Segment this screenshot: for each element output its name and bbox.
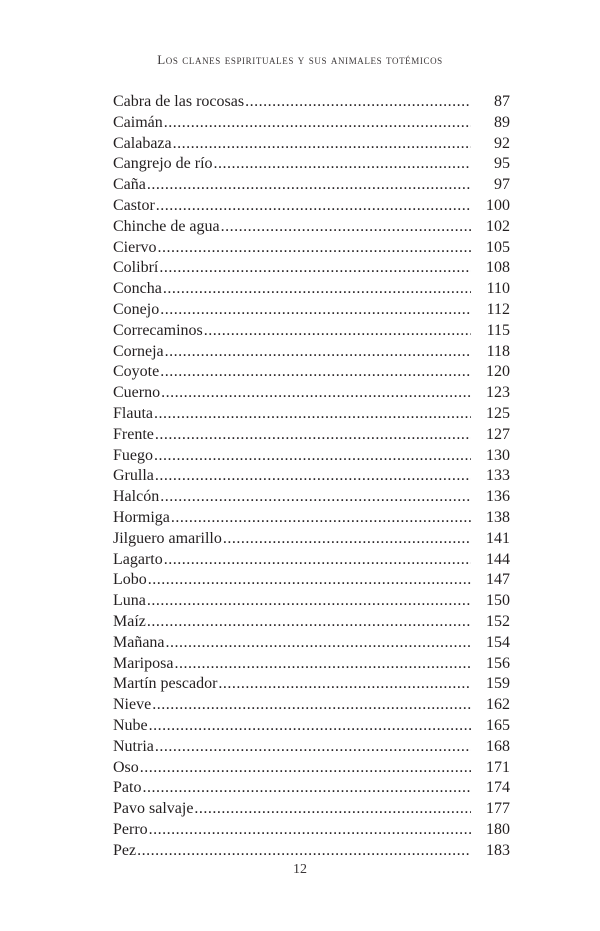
toc-entry: [113, 196, 510, 217]
dot-leader: [218, 674, 471, 695]
toc-entry-page: 171: [486, 758, 510, 776]
toc-entry-term: Luna: [113, 592, 146, 610]
toc-entry: [113, 695, 510, 716]
toc-entry-term: Frente: [113, 425, 154, 443]
toc-entry-page: 130: [486, 446, 510, 464]
dot-leader: [165, 342, 471, 363]
dot-leader: [155, 737, 471, 758]
toc-entry-page: 141: [486, 529, 510, 547]
toc-entry-term: Jilguero amarillo: [113, 529, 222, 547]
toc-entry-page: 159: [486, 675, 510, 693]
toc-entry-page: 174: [486, 779, 510, 797]
toc-entry-term: Caña: [113, 176, 146, 194]
toc-entry: [113, 820, 510, 841]
toc-entry: [113, 113, 510, 134]
dot-leader: [152, 695, 471, 716]
dot-leader: [223, 529, 471, 550]
toc-entry: [113, 674, 510, 695]
toc-entry: [113, 321, 510, 342]
dot-leader: [204, 321, 471, 342]
toc-entry: [113, 737, 510, 758]
toc-entry: [113, 466, 510, 487]
dot-leader: [147, 175, 471, 196]
toc-entry: [113, 799, 510, 820]
toc-entry-term: Cuerno: [113, 384, 161, 402]
toc-entry-term: Flauta: [113, 404, 153, 422]
toc-entry: [113, 342, 510, 363]
toc-entry: [113, 238, 510, 259]
toc-entry-term: Pavo salvaje: [113, 800, 194, 818]
toc-entry-term: Cabra de las rocosas: [113, 93, 245, 110]
toc-entry-page: 165: [486, 716, 510, 734]
toc-entry-term: Nieve: [113, 696, 152, 714]
toc-entry: [113, 258, 510, 279]
toc-entry-term: Caimán: [113, 113, 163, 131]
toc-entry-term: Oso: [113, 758, 139, 776]
dot-leader: [149, 820, 471, 841]
dot-leader: [173, 134, 471, 155]
dot-leader: [160, 362, 471, 383]
toc-entry: [113, 425, 510, 446]
toc-entry: [113, 92, 510, 113]
toc-entry-page: 87: [494, 93, 510, 110]
toc-entry-page: 115: [486, 321, 510, 339]
toc-entry-term: Lobo: [113, 571, 147, 589]
dot-leader: [158, 238, 471, 259]
dot-leader: [161, 383, 471, 404]
toc-entry-page: 138: [486, 508, 510, 526]
toc-entry: [113, 300, 510, 321]
toc-entry-page: 123: [486, 384, 510, 402]
toc-entry-page: 102: [486, 217, 510, 235]
toc-entry-page: 147: [486, 571, 510, 589]
dot-leader: [214, 154, 471, 175]
toc-entry-page: 144: [486, 550, 510, 568]
toc-entry: [113, 175, 510, 196]
toc-entry: [113, 716, 510, 737]
toc-entry-page: 92: [494, 134, 510, 152]
toc-entry-term: Colibrí: [113, 259, 159, 277]
toc-entry-page: 136: [486, 488, 510, 506]
dot-leader: [156, 196, 471, 217]
dot-leader: [160, 300, 471, 321]
dot-leader: [166, 633, 471, 654]
toc-entry: [113, 612, 510, 633]
dot-leader: [137, 841, 471, 862]
toc-entry-term: Hormiga: [113, 508, 170, 526]
toc-entry-page: 97: [494, 176, 510, 194]
toc-entry-page: 156: [486, 654, 510, 672]
table-of-contents: [113, 92, 510, 861]
toc-entry-term: Perro: [113, 820, 148, 838]
toc-entry-term: Mariposa: [113, 654, 174, 672]
toc-entry: [113, 134, 510, 155]
toc-entry: [113, 279, 510, 300]
dot-leader: [154, 446, 471, 467]
toc-entry: [113, 217, 510, 238]
toc-entry: [113, 383, 510, 404]
toc-entry-page: 154: [486, 633, 510, 651]
dot-leader: [221, 217, 471, 238]
toc-entry-page: 177: [486, 800, 510, 818]
toc-entry: [113, 446, 510, 467]
dot-leader: [149, 716, 471, 737]
dot-leader: [147, 612, 471, 633]
toc-entry-term: Ciervo: [113, 238, 157, 256]
toc-entry-page: 100: [486, 196, 510, 214]
toc-entry: [113, 591, 510, 612]
toc-entry: [113, 487, 510, 508]
toc-entry-page: 180: [486, 820, 510, 838]
toc-entry: [113, 841, 510, 862]
dot-leader: [174, 654, 471, 675]
toc-entry-page: 133: [486, 467, 510, 485]
toc-entry-page: 127: [486, 425, 510, 443]
toc-entry: [113, 508, 510, 529]
toc-entry-page: 89: [494, 113, 510, 131]
toc-entry: [113, 550, 510, 571]
toc-entry: [113, 362, 510, 383]
toc-entry-page: 120: [486, 363, 510, 381]
toc-entry-term: Corneja: [113, 342, 164, 360]
toc-entry-term: Correcaminos: [113, 321, 203, 339]
page-number: 12: [293, 862, 307, 877]
dot-leader: [148, 570, 471, 591]
toc-entry-term: Coyote: [113, 363, 160, 381]
toc-entry-page: 162: [486, 696, 510, 714]
dot-leader: [155, 425, 471, 446]
toc-entry-term: Calabaza: [113, 134, 172, 152]
toc-entry-page: 95: [494, 155, 510, 173]
toc-entry-term: Pez: [113, 841, 137, 859]
toc-entry-term: Concha: [113, 280, 162, 298]
toc-entry-page: 108: [486, 259, 510, 277]
toc-entry-term: Martín pescador: [113, 675, 218, 693]
dot-leader: [159, 258, 471, 279]
dot-leader: [155, 466, 471, 487]
dot-leader: [245, 92, 471, 113]
dot-leader: [171, 508, 471, 529]
toc-entry-page: 105: [486, 238, 510, 256]
toc-entry-term: Cangrejo de río: [113, 155, 213, 173]
dot-leader: [147, 591, 471, 612]
dot-leader: [160, 487, 471, 508]
dot-leader: [142, 778, 471, 799]
toc-entry-term: Chinche de agua: [113, 217, 220, 235]
toc-entry-page: 168: [486, 737, 510, 755]
toc-entry-term: Maíz: [113, 612, 146, 630]
toc-entry-page: 112: [486, 300, 510, 318]
running-head: Los clanes espirituales y sus animales totémicos: [157, 52, 443, 67]
dot-leader: [194, 799, 471, 820]
toc-entry: [113, 570, 510, 591]
toc-entry-page: 110: [486, 280, 510, 298]
toc-entry: [113, 529, 510, 550]
toc-entry-term: Halcón: [113, 488, 160, 506]
toc-entry-term: Lagarto: [113, 550, 163, 568]
toc-entry-term: Castor: [113, 196, 155, 214]
toc-entry-page: 152: [486, 612, 510, 630]
toc-entry-term: Fuego: [113, 446, 153, 464]
toc-entry-page: 183: [486, 841, 510, 859]
toc-entry-page: 118: [486, 342, 510, 360]
toc-entry-term: Nube: [113, 716, 148, 734]
toc-entry: [113, 654, 510, 675]
toc-entry-page: 150: [486, 592, 510, 610]
toc-entry: [113, 758, 510, 779]
toc-entry: [113, 778, 510, 799]
toc-entry-term: Nutria: [113, 737, 154, 755]
toc-entry: [113, 154, 510, 175]
toc-entry: [113, 404, 510, 425]
dot-leader: [164, 550, 471, 571]
toc-entry-term: Grulla: [113, 467, 154, 485]
dot-leader: [140, 758, 471, 779]
dot-leader: [154, 404, 471, 425]
toc-entry-page: 125: [486, 404, 510, 422]
toc-entry-term: Conejo: [113, 300, 160, 318]
toc-entry: [113, 633, 510, 654]
dot-leader: [163, 279, 471, 300]
toc-entry-term: Mañana: [113, 633, 165, 651]
dot-leader: [164, 113, 471, 134]
toc-entry-term: Pato: [113, 779, 142, 797]
